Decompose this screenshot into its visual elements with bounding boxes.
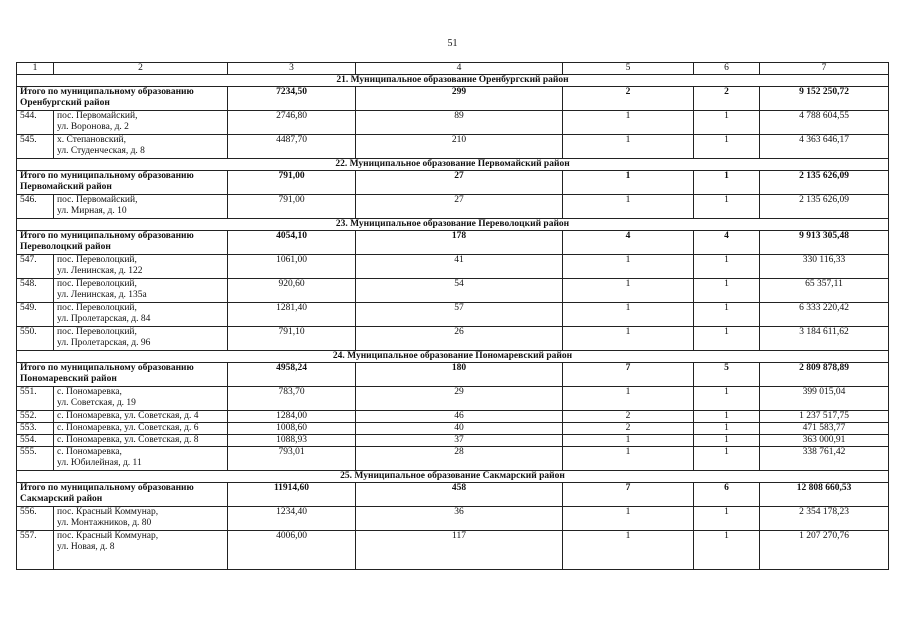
houses: 1 <box>563 255 694 279</box>
row-number: 544. <box>17 111 54 135</box>
total-label <box>17 231 228 255</box>
section-title: 25. Муниципальное образование Сакмарский район <box>17 471 889 483</box>
line-1: пос. Переволоцкий, <box>57 279 137 289</box>
address <box>54 279 228 303</box>
line-1: Итого по муниципальному образованию <box>20 171 194 181</box>
total-area: 7234,50 <box>228 87 356 111</box>
area: 783,70 <box>228 387 356 411</box>
houses: 2 <box>563 423 694 435</box>
address <box>54 135 228 159</box>
area: 1234,40 <box>228 507 356 531</box>
address <box>54 531 228 570</box>
houses: 1 <box>563 507 694 531</box>
line-2: ул. Ленинская, д. 135а <box>57 290 147 300</box>
total-houses: 7 <box>563 363 694 387</box>
residents: 57 <box>356 303 563 327</box>
cost: 471 583,77 <box>760 423 889 435</box>
total-houses: 1 <box>563 171 694 195</box>
section-title-row <box>17 471 889 483</box>
section-title-row <box>17 75 889 87</box>
cost: 4 363 646,17 <box>760 135 889 159</box>
total-cost: 2 135 626,09 <box>760 171 889 195</box>
line-1: пос. Переволоцкий, <box>57 255 137 265</box>
table-row <box>17 507 889 531</box>
row-number: 548. <box>17 279 54 303</box>
houses-done: 1 <box>694 303 760 327</box>
total-residents: 299 <box>356 87 563 111</box>
total-label <box>17 171 228 195</box>
row-number: 553. <box>17 423 54 435</box>
column-header: 3 <box>228 63 356 75</box>
line-2: ул. Пролетарская, д. 96 <box>57 338 151 348</box>
line-1: пос. Первомайский, <box>57 195 138 205</box>
residents: 26 <box>356 327 563 351</box>
row-number: 550. <box>17 327 54 351</box>
total-area: 4958,24 <box>228 363 356 387</box>
cost: 4 788 604,55 <box>760 111 889 135</box>
line-1: Итого по муниципальному образованию <box>20 483 194 493</box>
line-1: пос. Первомайский, <box>57 111 138 121</box>
address <box>54 507 228 531</box>
houses: 1 <box>563 387 694 411</box>
row-number: 554. <box>17 435 54 447</box>
line-2: ул. Воронова, д. 2 <box>57 122 129 132</box>
register-table <box>16 62 889 570</box>
cost: 338 761,42 <box>760 447 889 471</box>
cost: 399 015,04 <box>760 387 889 411</box>
section-total-row <box>17 171 889 195</box>
table-row <box>17 279 889 303</box>
cost: 6 333 220,42 <box>760 303 889 327</box>
residents: 89 <box>356 111 563 135</box>
houses-done: 1 <box>694 531 760 570</box>
line-1: Итого по муниципальному образованию <box>20 363 194 373</box>
column-header: 6 <box>694 63 760 75</box>
table-row <box>17 423 889 435</box>
line-1: пос. Переволоцкий, <box>57 327 137 337</box>
cost: 330 116,33 <box>760 255 889 279</box>
row-number: 555. <box>17 447 54 471</box>
total-area: 791,00 <box>228 171 356 195</box>
residents: 37 <box>356 435 563 447</box>
column-header: 2 <box>54 63 228 75</box>
total-label <box>17 483 228 507</box>
area: 1281,40 <box>228 303 356 327</box>
address <box>54 387 228 411</box>
area: 4006,00 <box>228 531 356 570</box>
residents: 41 <box>356 255 563 279</box>
line-2: ул. Пролетарская, д. 84 <box>57 314 151 324</box>
total-area: 4054,10 <box>228 231 356 255</box>
total-residents: 178 <box>356 231 563 255</box>
table-row <box>17 303 889 327</box>
houses-done: 1 <box>694 423 760 435</box>
address: с. Пономаревка, ул. Советская, д. 4 <box>54 411 228 423</box>
row-number: 549. <box>17 303 54 327</box>
line-1: Итого по муниципальному образованию <box>20 87 194 97</box>
cost: 1 207 270,76 <box>760 531 889 570</box>
row-number: 551. <box>17 387 54 411</box>
line-1: с. Пономаревка, <box>57 447 122 457</box>
total-area: 11914,60 <box>228 483 356 507</box>
total-residents: 458 <box>356 483 563 507</box>
line-1: х. Степановский, <box>57 135 127 145</box>
houses: 1 <box>563 303 694 327</box>
line-2: Сакмарский район <box>20 494 103 504</box>
row-number: 556. <box>17 507 54 531</box>
row-number: 552. <box>17 411 54 423</box>
houses: 1 <box>563 135 694 159</box>
section-total-row <box>17 483 889 507</box>
address <box>54 327 228 351</box>
address <box>54 195 228 219</box>
houses-done: 1 <box>694 435 760 447</box>
total-cost: 2 809 878,89 <box>760 363 889 387</box>
houses-done: 1 <box>694 411 760 423</box>
table-row <box>17 531 889 570</box>
total-houses: 2 <box>563 87 694 111</box>
houses: 1 <box>563 447 694 471</box>
section-title-row <box>17 219 889 231</box>
address: с. Пономаревка, ул. Советская, д. 6 <box>54 423 228 435</box>
residents: 117 <box>356 531 563 570</box>
houses-done: 1 <box>694 135 760 159</box>
column-header: 1 <box>17 63 54 75</box>
column-header: 4 <box>356 63 563 75</box>
page-number: 51 <box>447 38 458 49</box>
line-2: ул. Советская, д. 19 <box>57 398 136 408</box>
houses: 1 <box>563 531 694 570</box>
residents: 210 <box>356 135 563 159</box>
area: 920,60 <box>228 279 356 303</box>
header-row <box>17 63 889 75</box>
section-title-row <box>17 159 889 171</box>
address <box>54 303 228 327</box>
line-2: ул. Новая, д. 8 <box>57 542 115 552</box>
address: с. Пономаревка, ул. Советская, д. 8 <box>54 435 228 447</box>
houses: 1 <box>563 435 694 447</box>
residents: 54 <box>356 279 563 303</box>
line-2: Оренбургский район <box>20 98 110 108</box>
table-row <box>17 195 889 219</box>
line-1: пос. Переволоцкий, <box>57 303 137 313</box>
table-row <box>17 327 889 351</box>
row-number: 546. <box>17 195 54 219</box>
residents: 40 <box>356 423 563 435</box>
line-2: ул. Монтажников, д. 80 <box>57 518 152 528</box>
address <box>54 447 228 471</box>
column-header: 5 <box>563 63 694 75</box>
line-2: ул. Студенческая, д. 8 <box>57 146 145 156</box>
section-title: 24. Муниципальное образование Пономаревский район <box>17 351 889 363</box>
total-houses: 7 <box>563 483 694 507</box>
address <box>54 255 228 279</box>
cost: 65 357,11 <box>760 279 889 303</box>
table-row <box>17 435 889 447</box>
total-houses-done: 6 <box>694 483 760 507</box>
total-residents: 27 <box>356 171 563 195</box>
section-title: 21. Муниципальное образование Оренбургский район <box>17 75 889 87</box>
area: 2746,80 <box>228 111 356 135</box>
cost: 1 237 517,75 <box>760 411 889 423</box>
residents: 46 <box>356 411 563 423</box>
area: 793,01 <box>228 447 356 471</box>
houses: 2 <box>563 411 694 423</box>
area: 1061,00 <box>228 255 356 279</box>
table-row <box>17 447 889 471</box>
total-label <box>17 87 228 111</box>
section-total-row <box>17 231 889 255</box>
total-cost: 12 808 660,53 <box>760 483 889 507</box>
residents: 29 <box>356 387 563 411</box>
line-2: Первомайский район <box>20 182 112 192</box>
row-number: 545. <box>17 135 54 159</box>
houses: 1 <box>563 279 694 303</box>
houses-done: 1 <box>694 447 760 471</box>
section-title-row <box>17 351 889 363</box>
area: 1008,60 <box>228 423 356 435</box>
table-row <box>17 111 889 135</box>
total-label <box>17 363 228 387</box>
line-2: Пономаревский район <box>20 374 117 384</box>
total-houses-done: 1 <box>694 171 760 195</box>
section-total-row <box>17 87 889 111</box>
total-cost: 9 913 305,48 <box>760 231 889 255</box>
total-houses: 4 <box>563 231 694 255</box>
table-row <box>17 387 889 411</box>
line-2: ул. Юбилейная, д. 11 <box>57 458 142 468</box>
houses-done: 1 <box>694 255 760 279</box>
cost: 2 354 178,23 <box>760 507 889 531</box>
table-row <box>17 411 889 423</box>
houses-done: 1 <box>694 327 760 351</box>
total-residents: 180 <box>356 363 563 387</box>
cost: 2 135 626,09 <box>760 195 889 219</box>
total-cost: 9 152 250,72 <box>760 87 889 111</box>
total-houses-done: 2 <box>694 87 760 111</box>
line-1: пос. Красный Коммунар, <box>57 507 159 517</box>
section-total-row <box>17 363 889 387</box>
houses-done: 1 <box>694 279 760 303</box>
houses-done: 1 <box>694 195 760 219</box>
total-houses-done: 4 <box>694 231 760 255</box>
row-number: 557. <box>17 531 54 570</box>
line-1: Итого по муниципальному образованию <box>20 231 194 241</box>
houses-done: 1 <box>694 387 760 411</box>
houses: 1 <box>563 111 694 135</box>
area: 791,00 <box>228 195 356 219</box>
houses-done: 1 <box>694 507 760 531</box>
line-2: ул. Мирная, д. 10 <box>57 206 127 216</box>
residents: 28 <box>356 447 563 471</box>
houses: 1 <box>563 195 694 219</box>
cost: 363 000,91 <box>760 435 889 447</box>
area: 1088,93 <box>228 435 356 447</box>
area: 1284,00 <box>228 411 356 423</box>
line-1: пос. Красный Коммунар, <box>57 531 159 541</box>
line-1: с. Пономаревка, <box>57 387 122 397</box>
table-row <box>17 135 889 159</box>
cost: 3 184 611,62 <box>760 327 889 351</box>
line-2: Переволоцкий район <box>20 242 111 252</box>
residents: 27 <box>356 195 563 219</box>
houses: 1 <box>563 327 694 351</box>
area: 4487,70 <box>228 135 356 159</box>
table-row <box>17 255 889 279</box>
row-number: 547. <box>17 255 54 279</box>
houses-done: 1 <box>694 111 760 135</box>
total-houses-done: 5 <box>694 363 760 387</box>
residents: 36 <box>356 507 563 531</box>
line-2: ул. Ленинская, д. 122 <box>57 266 143 276</box>
section-title: 22. Муниципальное образование Первомайский район <box>17 159 889 171</box>
column-header: 7 <box>760 63 889 75</box>
section-title: 23. Муниципальное образование Переволоцкий район <box>17 219 889 231</box>
area: 791,10 <box>228 327 356 351</box>
address <box>54 111 228 135</box>
